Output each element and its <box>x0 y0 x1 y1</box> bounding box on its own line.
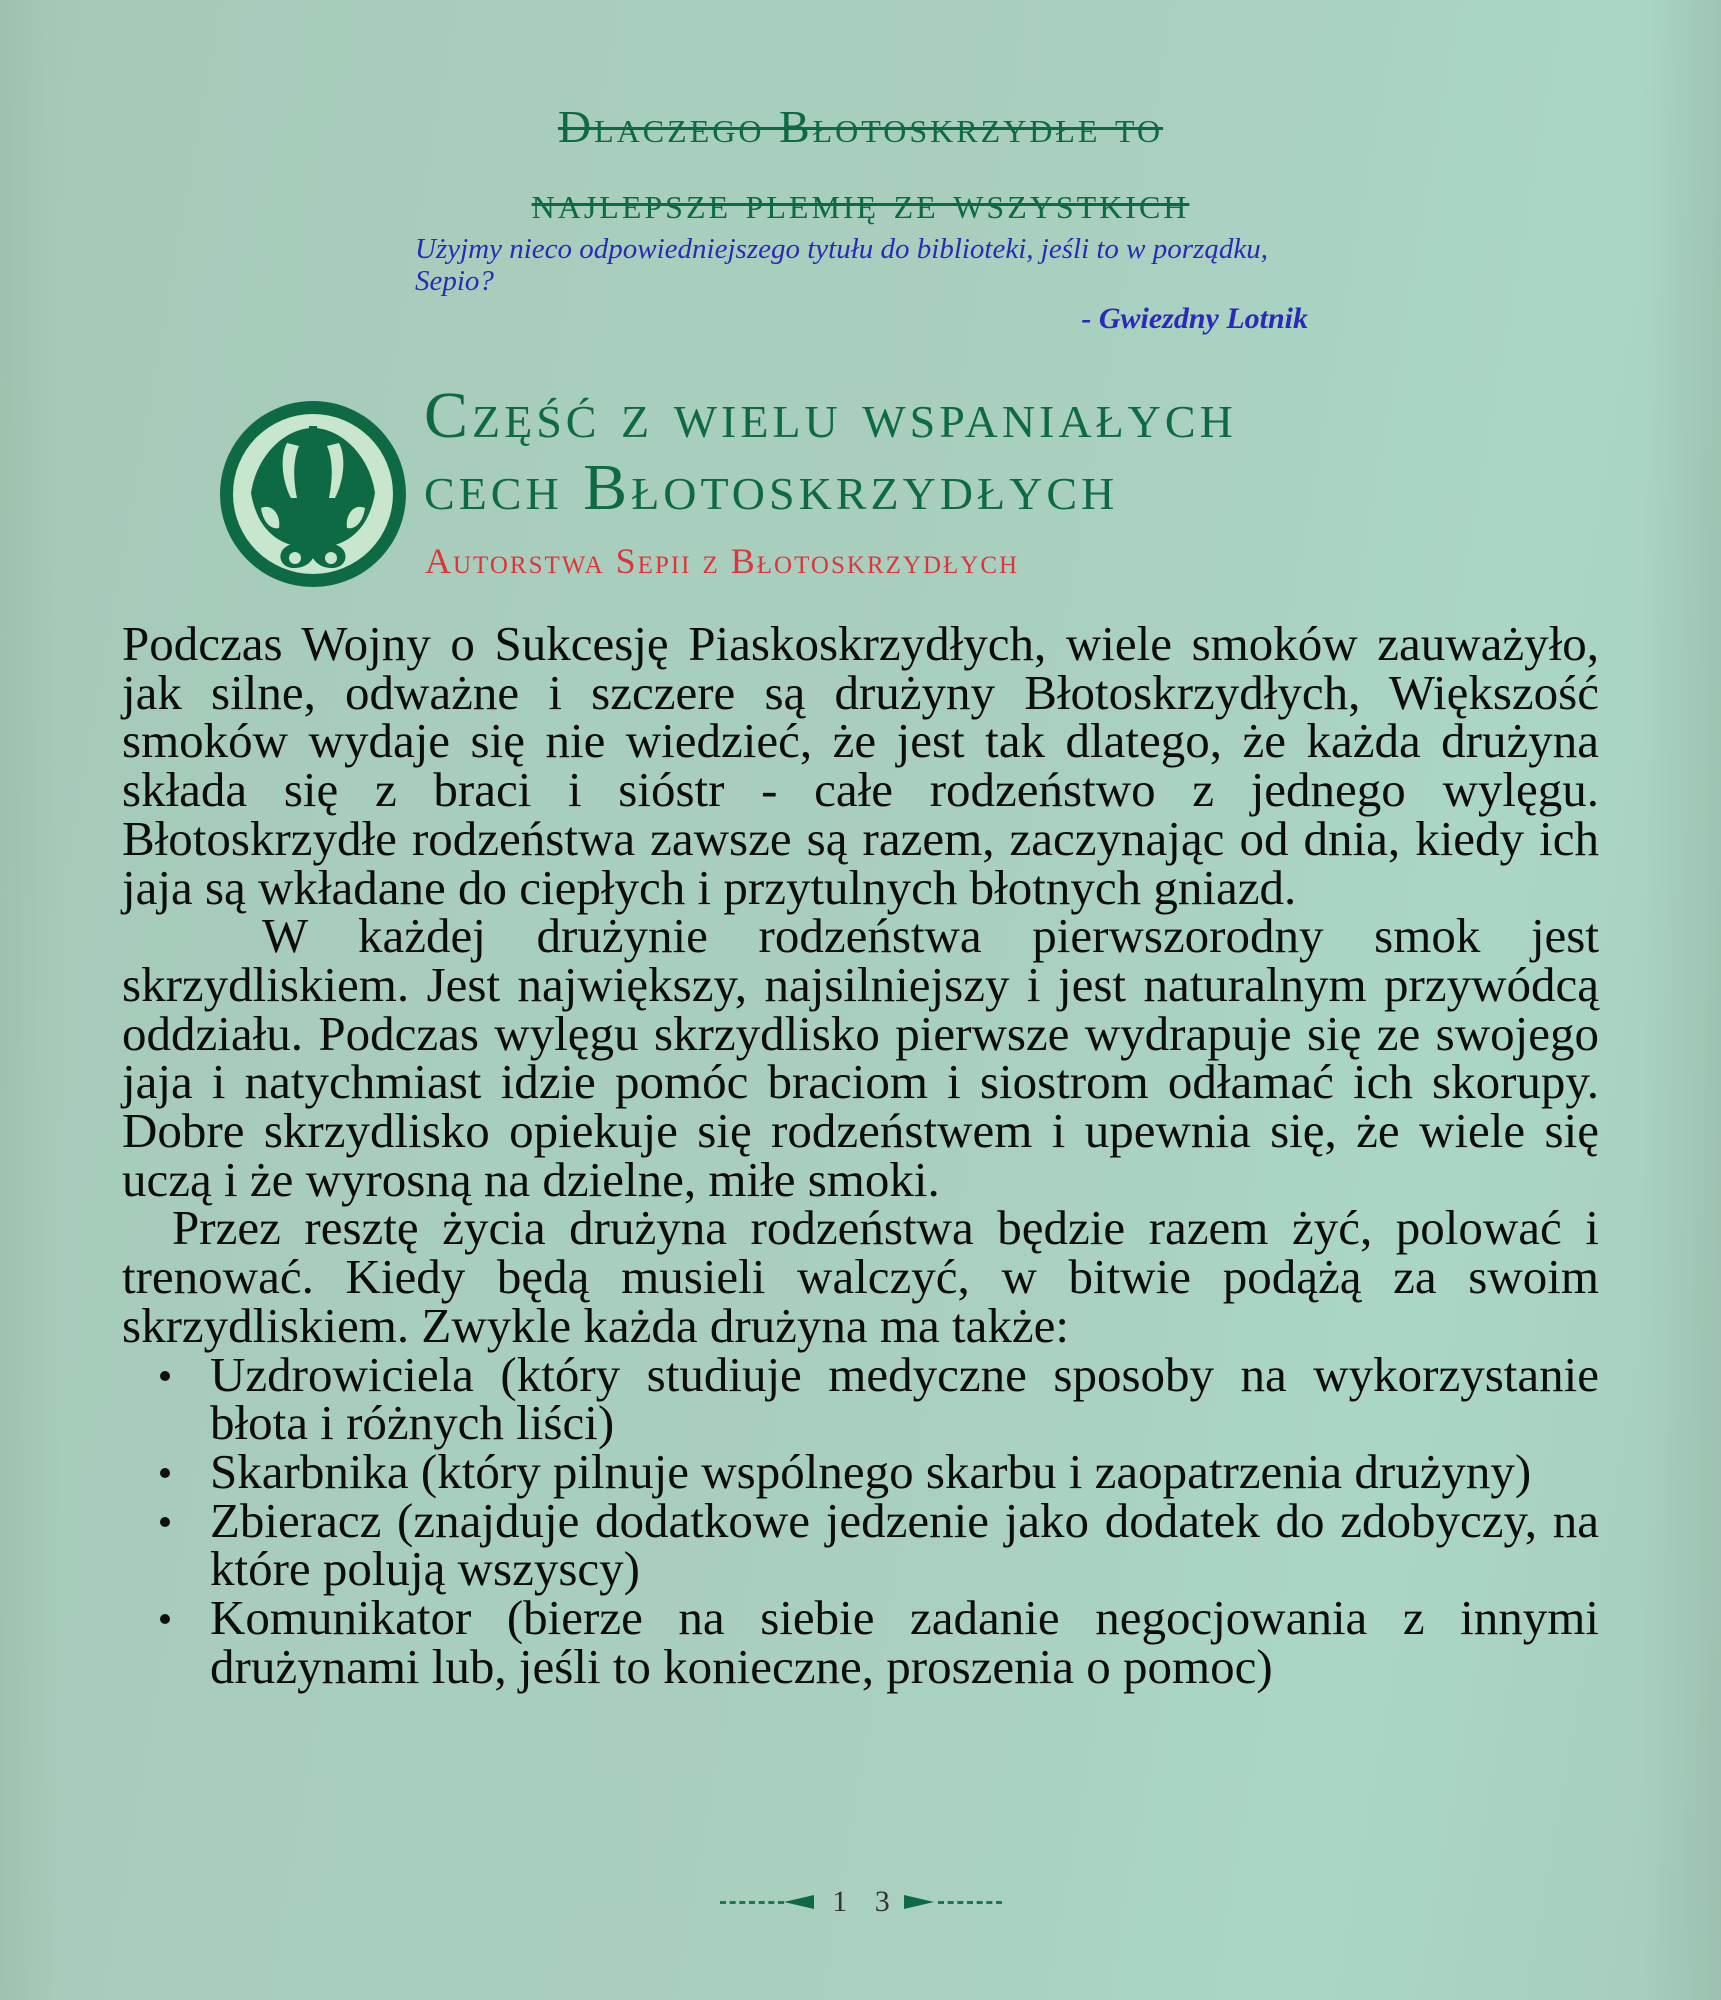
editor-signature: - Gwiezdny Lotnik <box>1081 302 1308 335</box>
ornament-arrow-right-icon <box>904 1895 934 1909</box>
struck-title-line-1: Dlaczego Błotoskrzydłe to <box>557 101 1164 152</box>
page-number: 1 3 <box>832 1885 900 1918</box>
page-edge-shadow-right <box>1641 0 1721 2000</box>
article-body <box>122 616 1599 1694</box>
page-footer <box>720 1884 1002 1920</box>
ornament-dashes-right <box>938 1901 1002 1904</box>
paragraph-1: Podczas Wojny o Sukcesję Piaskoskrzydłych, wiele smoków zauważyło, jak silne, odważne i szczere są drużyny Błotoskrzydłych, Większość smoków wydaje się nie wiedzieć, że jest tak dlatego, że każda drużyna składa się z braci i sióstr - całe rodzeństwo z jednego wylęgu. Błotoskrzydłe rodzeństwa zawsze są razem, zaczynając od dnia, kiedy ich jaja są wkładane do ciepłych i przytulnych błotnych gniazd. <box>122 616 1599 915</box>
heading-line-2: cech Błotoskrzydłych <box>424 451 1119 524</box>
heading-line-1: Część z wielu wspaniałych <box>424 379 1237 452</box>
list-item <box>122 1492 1599 1597</box>
ornament-dashes-left <box>720 1901 784 1904</box>
list-item-text: Zbieracz (znajduje dodatkowe jedzenie jako dodatek do zdobyczy, na które polują wszyscy) <box>210 1492 1599 1597</box>
bullet-icon <box>160 1517 170 1527</box>
mudwing-emblem-icon <box>217 398 409 590</box>
author-byline: Autorstwa Sepii z Błotoskrzydłych <box>425 541 1020 581</box>
list-item-text: Skarbnika (który pilnuje wspólnego skarbu i zaopatrzenia drużyny) <box>210 1443 1532 1499</box>
list-item <box>122 1443 1599 1499</box>
struck-title-line-2: najlepsze plemię ze wszystkich <box>531 177 1190 228</box>
article-heading <box>424 380 1624 524</box>
editor-note: Użyjmy nieco odpowiedniejszego tytułu do biblioteki, jeśli to w porządku, Sepio? <box>415 233 1268 297</box>
paragraph-3: Przez resztę życia drużyna rodzeństwa będzie razem żyć, polować i trenować. Kiedy będą musieli walczyć, w bitwie podążą za swoim skrzydliskiem. Zwykle każda drużyna ma także: <box>122 1200 1599 1353</box>
list-item-text: Komunikator (bierze na siebie zadanie negocjowania z innymi drużynami lub, jeśli to konieczne, proszenia o pomoc) <box>210 1590 1599 1694</box>
bullet-icon <box>160 1614 170 1624</box>
list-item-text: Uzdrowiciela (który studiuje medyczne sposoby na wykorzystanie błota i różnych liści) <box>210 1346 1599 1451</box>
bullet-icon <box>160 1468 170 1478</box>
ornament-arrow-left-icon <box>784 1895 814 1909</box>
page-edge-shadow-left <box>0 0 60 2000</box>
bullet-icon <box>160 1371 170 1381</box>
list-item <box>122 1590 1599 1694</box>
paragraph-2: W każdej drużynie rodzeństwa pierwszorodny smok jest skrzydliskiem. Jest największy, najsilniejszy i jest naturalnym przywódcą oddziału. Podczas wylęgu skrzydlisko pierwsze wydrapuje się ze swojego jaja i natychmiast idzie pomóc braciom i siostrom odłamać ich skorupy. Dobre skrzydlisko opiekuje się rodzeństwem i upewnia się, że wiele się uczą i że wyrosną na dzielne, miłe smoki. <box>122 908 1599 1207</box>
roles-list <box>122 1346 1599 1694</box>
list-item <box>122 1346 1599 1451</box>
